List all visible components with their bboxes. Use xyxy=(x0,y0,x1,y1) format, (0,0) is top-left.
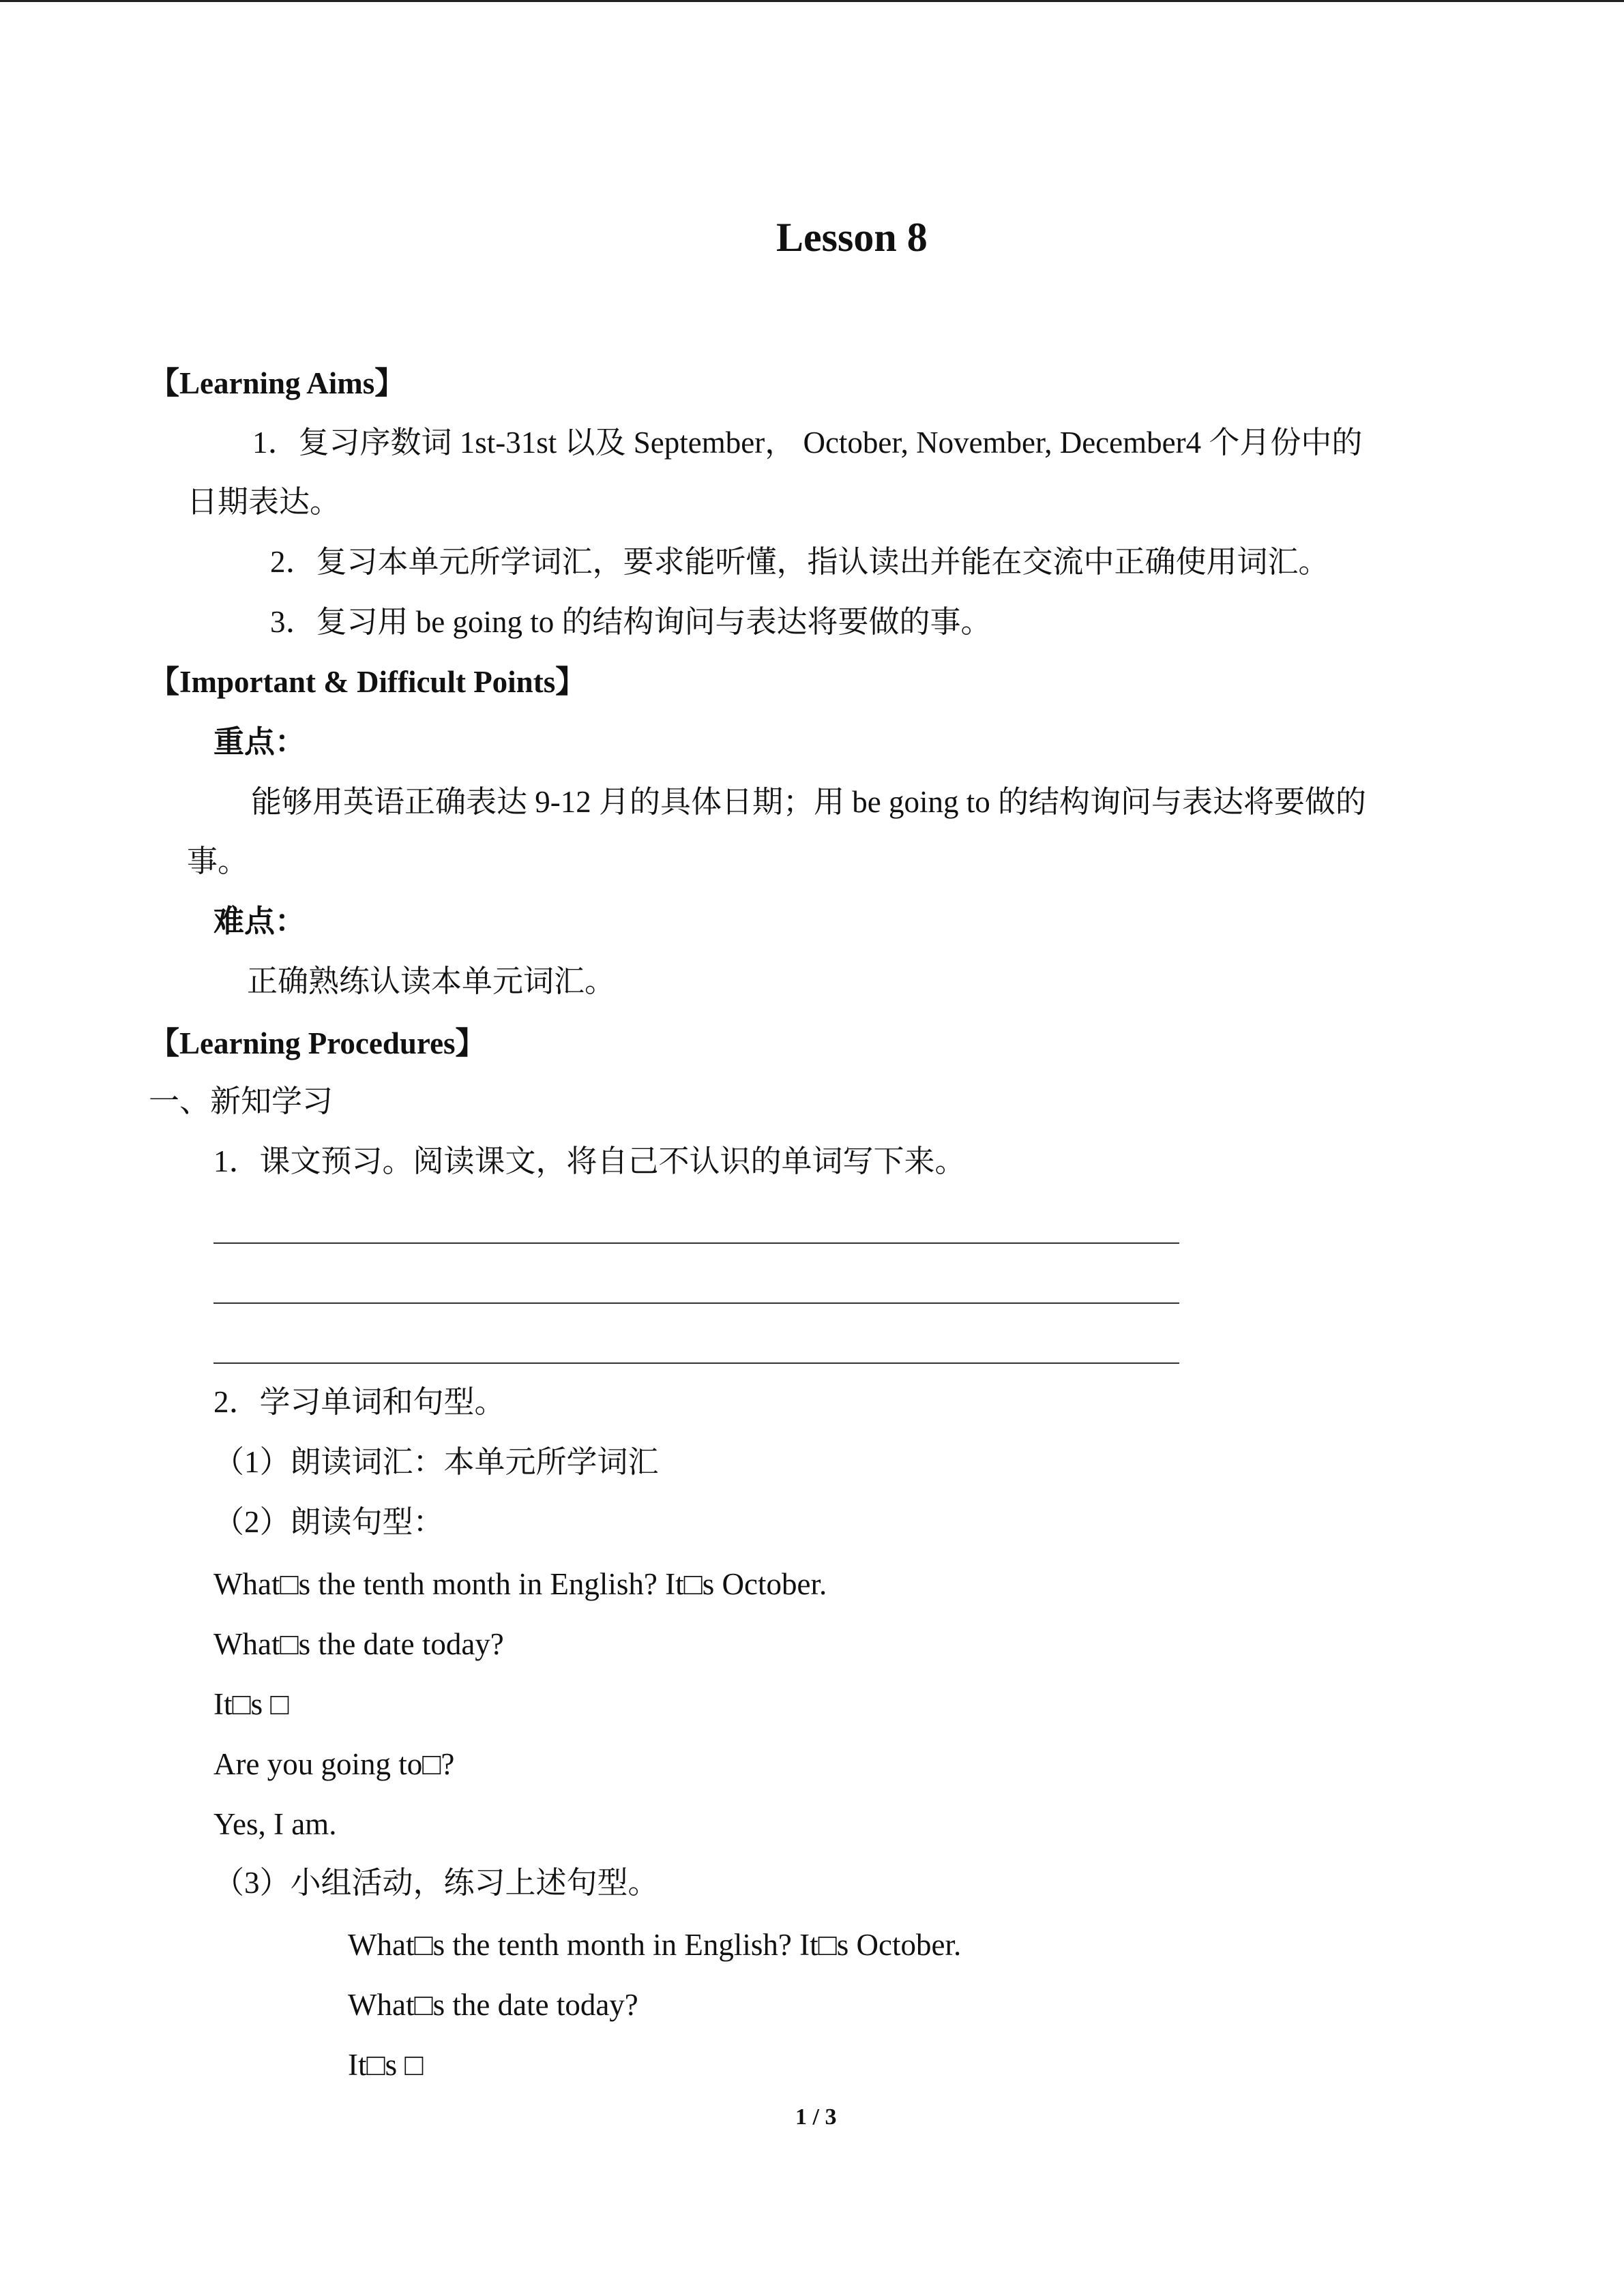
sentence-5: Yes, I am. xyxy=(213,1807,337,1841)
aim-2: 2．复习本单元所学词汇，要求能听懂，指认读出并能在交流中正确使用词汇。 xyxy=(270,545,1329,579)
page-number: 1 / 3 xyxy=(795,2104,837,2130)
key-point-line-1: 能够用英语正确表达 9-12 月的具体日期；用 be going to 的结构询问与表达将要做的 xyxy=(251,785,1366,819)
aim-1-line-1: 1．复习序数词 1st-31st 以及 September， October, November, December4 个月份中的 xyxy=(252,426,1363,460)
key-point-line-2: 事。 xyxy=(187,844,249,878)
answer-line-2 xyxy=(213,1302,1179,1304)
step-2-2: （2）朗读句型： xyxy=(213,1505,444,1539)
part-1-heading: 一、新知学习 xyxy=(149,1084,334,1118)
group-sentence-3: It□s □ xyxy=(348,2048,424,2082)
answer-line-3 xyxy=(213,1362,1179,1364)
key-point-label: 重点： xyxy=(213,725,306,759)
answer-line-1 xyxy=(213,1242,1179,1244)
difficult-point-label: 难点： xyxy=(213,904,306,938)
aim-1-line-2: 日期表达。 xyxy=(187,485,341,519)
page-title: Lesson 8 xyxy=(776,215,928,260)
sentence-1: What□s the tenth month in English? It□s October. xyxy=(213,1567,827,1601)
difficult-point-text: 正确熟练认读本单元词汇。 xyxy=(247,964,616,998)
aim-3: 3．复习用 be going to 的结构询问与表达将要做的事。 xyxy=(270,605,992,639)
group-sentence-1: What□s the tenth month in English? It□s October. xyxy=(348,1928,962,1962)
step-2-3: （3）小组活动，练习上述句型。 xyxy=(213,1866,659,1900)
sentence-2: What□s the date today? xyxy=(213,1627,504,1661)
learning-aims-heading: 【Learning Aims】 xyxy=(149,366,406,400)
sentence-3: It□s □ xyxy=(213,1687,289,1721)
important-difficult-heading: 【Important & Difficult Points】 xyxy=(149,665,587,699)
group-sentence-2: What□s the date today? xyxy=(348,1988,638,2022)
step-2-1: （1）朗读词汇：本单元所学词汇 xyxy=(213,1445,659,1479)
sentence-4: Are you going to□? xyxy=(213,1747,455,1781)
learning-procedures-heading: 【Learning Procedures】 xyxy=(149,1026,486,1060)
step-1: 1．课文预习。阅读课文，将自己不认识的单词写下来。 xyxy=(213,1144,966,1178)
step-2: 2．学习单词和句型。 xyxy=(213,1385,505,1419)
